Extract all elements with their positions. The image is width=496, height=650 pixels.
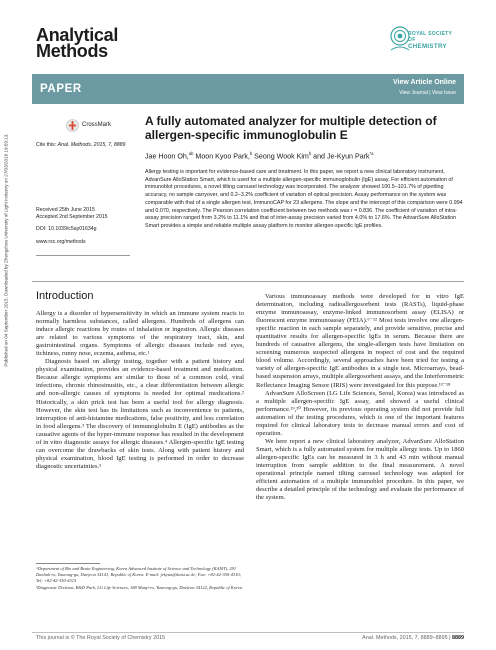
crossmark-icon [66,119,79,132]
author-affiliation: b [308,151,312,156]
crossmark-label: CrossMark [82,122,112,128]
received-date: Received 25th June 2015 [36,207,95,213]
author-affiliation: *a [369,151,374,156]
paragraph: Various immunoassay methods were developed for in vitro IgE determination, including radioallergosorbent tests (RASTs), liquid-phase enzyme immunoassay, enzyme-linked immunosorbent assay (ELISA) or fluorescent enzyme immunoassay (FEIA).⁶⁻¹² Most tests involve one allergen-specific reaction in each sample separately, and provide sensitive, precise and quantitative results for allergen-specific IgEs in serum. Because there are hundreds of causative allergens, the single-allergen tests have limitation on screening numerous suspected allergens in respect of cost and the required blood volume. Accordingly, several approaches have been tried for testing a variety of allergen-specific IgE antibodies in a single test. Microarrays, bead-based suspension arrays, multiple allergosorbent assays, and the Interferometric Reflectance Imaging Sensor (IRIS) were investigated for this purpose.¹³⁻¹⁸ [256,293,464,389]
journal-title-line2: Methods [36,41,108,61]
author-affiliation: b [249,151,253,156]
author-name: Moon Kyoo Park, [193,152,250,161]
meta-divider [36,255,130,256]
accepted-date: Accepted 2nd September 2015 [36,214,108,220]
footnote-divider [36,563,100,564]
article-type-bar [32,74,464,104]
author-affiliation: ab [188,151,194,156]
view-journal-issue-link[interactable]: View Journal | View Issue [399,90,456,96]
crossmark-badge[interactable] [66,118,111,132]
rsc-wordmark [408,31,452,50]
footnote-b: ᵇDiagnostic Division, R&D Park, LG Life Sciences, 188 Munji-ro, Yuseong-gu, Daejeon 34122, Republic of Korea [36,585,242,590]
rsc-line3: CHEMISTRY [408,43,447,50]
author-list [145,151,374,160]
section-divider [32,281,464,282]
journal-title-line1: Analytical [36,25,119,45]
cite-reference: Anal. Methods, 2015, 7, 8889 [57,142,126,148]
paragraph: Diagnosis based on allergy testing, together with a patient history and physical examination, provides an evidence-based treatment and medication. Because allergic symptoms are similar to those of a common cold, viral infections, chronic rhinosinusitis, etc., a clear differentiation between allergic and non-allergic causes of symptoms is needed for optimal medications.² Historically, a skin prick test has been a useful tool for allergy diagnosis. However, the skin test has its limitations such as inconvenience to patients, interruption of anti-histamine medications, false positivity, and less correlation in food allergens.³ The discovery of immunoglobulin E (IgE) antibodies as the causative agents of the hyper-immune response has resulted in the development of in vitro diagnostic assays for allergic diseases.⁴ Allergen-specific IgE testing can overcome the drawbacks of skin tests. Along with patient history and physical examination, blood IgE testing is performed in order to decrease diagnostic uncertainties.⁵ [36,358,244,470]
page-number: 8889 [452,635,464,641]
paragraph: Allergy is a disorder of hypersensitivity in which an immune system reacts to normally harmless substances, called allergens. Hundreds of allergens can induce allergic reactions by routes of inhalation or ingestion. Allergic diseases are related to various symptoms of the respiratory tract, skin, and gastrointestinal organs. Symptoms of allergic diseases include red eyes, itchiness, runny nose, eczema, asthma, etc.¹ [36,310,244,358]
body-column-left [36,310,244,471]
citation-line [36,142,125,148]
author-name: Jae Hoon Oh, [145,152,189,161]
affiliation-footnotes [36,566,244,592]
footnote-a: ᵃDepartment of Bio and Brain Engineering, Korea Advanced Institute of Science and Technology (KAIST), 291 Daehak-ro, Yuseong-gu, Daejeon 34141, Republic of Korea. E-mail: jekyun@kaist.ac.kr; Fax: +82-42-350-4310; Tel: +82-42-350-4315 [36,566,242,583]
journal-website[interactable]: www.rsc.org/methods [36,239,86,245]
download-stamp-text: Published on 04 September 2015. Downloaded by Zhengzhou University of Light Industry on 27/03/2016 19:59:13. [3,133,9,367]
doi[interactable]: DOI: 10.1039/c5ay01634g [36,226,97,232]
footer-divider [32,632,464,633]
paragraph: We here report a new clinical laboratory analyzer, AdvanSure AlloStation Smart, which is a fully automated system for multiple allergy tests. Up to 1860 allergen-specific IgEs can be measured in 3 h and 43 min without manual interruption from sample addition to the final measurement. A novel operational principle named tilting carousel technology was adapted for efficient automation of a multiple immunoblot procedure. In this paper, we describe a detailed principle of the technology and evaluate the performance of the system. [256,437,464,502]
view-article-online-link[interactable]: View Article Online [392,79,456,86]
cite-prefix: Cite this: [36,142,57,148]
page-footer: Anal. Methods, 2015, 7, 8889–8895 | 8889 [362,635,464,641]
abstract: Allergy testing is important for evidence-based care and treatment. In this paper, we report a new clinical laboratory instrument, AdvanSure AlloStation Smart, which is used for a multiple allergen-specific immunoglobulin (IgE) assay. For efficient automation of immunoblot procedures, a novel tilting carousel technology was incorporated. The analyzer showed 100.5–101.7% of pipetting accuracy, no sample carryover, and 0.2–3.2% coefficient of variation of optical precision. Assay performance on the system was comparable with that of a single allergen test, ImmunoCAP for 23 allergens. The slope and the intercept of this comparison were 0.994 and 0.070, respectively. The Pearson correlation coefficient between two methods was r = 0.836. The coefficient of variation of intra-assay precision ranged from 3.2% to 11.1% and that of inter-assay precision varied from 4.0% to 17.6%. The AdvanSure AlloStation Smart provides a simple and reliable multiple assay platform to monitor allergen-specific IgE profiles. [145,169,463,229]
author-name: Seong Wook Kim [252,152,309,161]
rsc-line2: OF [408,37,416,43]
article-title: A fully automated analyzer for multiple detection of allergen-specific immunoglobulin E [145,114,437,142]
journal-title [36,27,118,59]
section-heading-introduction: Introduction [36,290,94,302]
download-stamp [1,100,11,400]
footer-reference: Anal. Methods, 2015, 7, 8889–8895 [362,635,448,641]
author-name: and Je-Kyun Park [311,152,370,161]
article-type-label: PAPER [40,83,82,95]
paragraph: AdvanSure AlloScreen (LG Life Sciences, Seoul, Korea) was introduced as a multiple allergen-specific IgE assay, and showed a useful clinical performance.¹⁹,²⁰ However, its previous operating system did not provide full automation of the testing procedures, which is one of the important features required for clinical laboratory tests to decrease manual errors and cost of operation. [256,389,464,437]
body-column-right [256,293,464,502]
rsc-line1: ROYAL SOCIETY [408,31,453,37]
copyright-footer: This journal is © The Royal Society of Chemistry 2015 [36,635,166,641]
